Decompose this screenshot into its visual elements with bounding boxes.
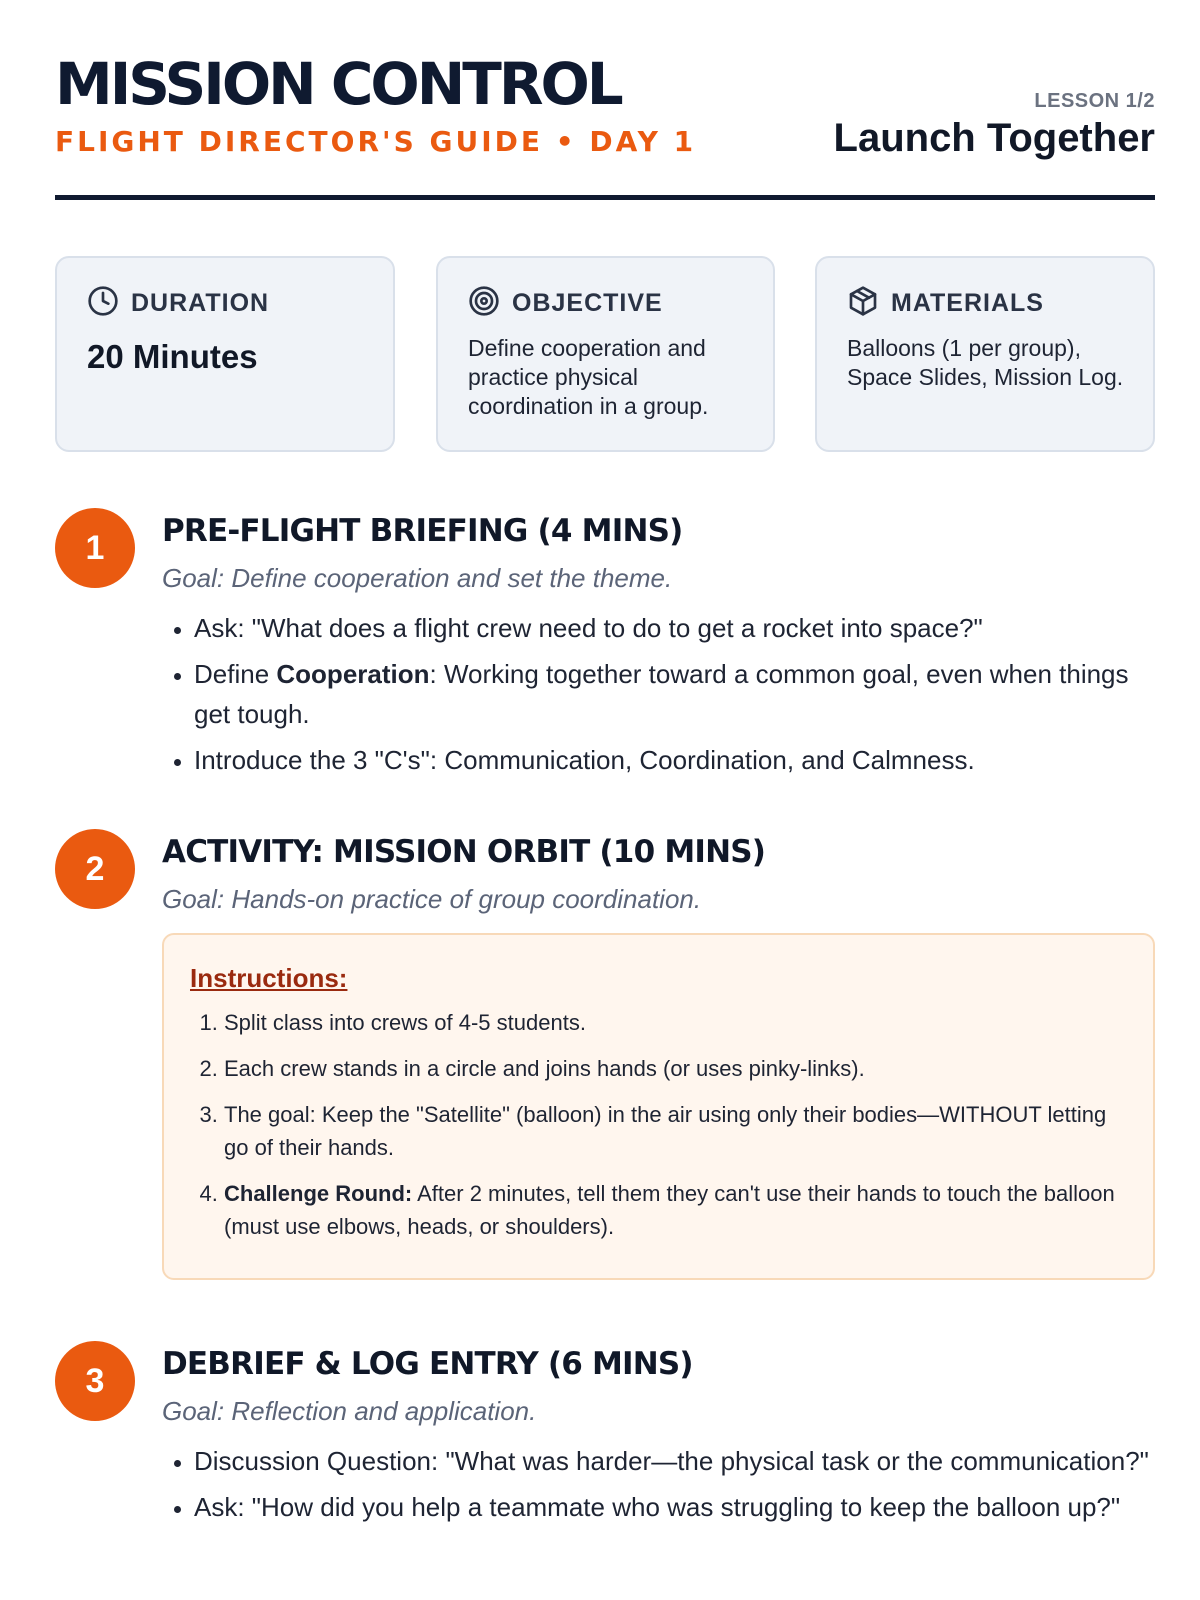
step-number-badge: 2	[55, 829, 135, 909]
section-title: ACTIVITY: MISSION ORBIT (10 MINS)	[162, 834, 766, 870]
list-item: • Ask: "How did you help a teammate who was struggling to keep the balloon up?"	[194, 1487, 1155, 1527]
section-title: PRE-FLIGHT BRIEFING (4 MINS)	[162, 513, 683, 549]
page-header	[55, 0, 1155, 200]
section-goal: Goal: Hands-on practice of group coordination.	[162, 884, 702, 914]
challenge-round-label: Challenge Round:	[224, 1181, 413, 1206]
duration-label: DURATION	[131, 288, 270, 317]
duration-card	[55, 256, 395, 452]
materials-card	[815, 256, 1155, 452]
objective-text: Define cooperation and practice physical coordination in a group.	[468, 335, 709, 419]
cooperation-term: Cooperation	[276, 659, 430, 689]
list-item	[194, 654, 1155, 734]
info-cards	[55, 256, 1155, 452]
list-item	[224, 1177, 1127, 1243]
lesson-number: LESSON 1/2	[1034, 90, 1155, 112]
section-title: DEBRIEF & LOG ENTRY (6 MINS)	[162, 1346, 693, 1382]
package-icon	[847, 285, 879, 322]
list-item: 3. The goal: Keep the "Satellite" (balloon) in the air using only their bodies—WITHOUT letting go of their hands.	[224, 1098, 1127, 1164]
bullet-list	[162, 608, 1155, 780]
list-item-text: : Working together toward a common goal, even when things get tough.	[194, 659, 1129, 729]
list-item: • Discussion Question: "What was harder—the physical task or the communication?"	[194, 1441, 1155, 1481]
section-goal: Goal: Define cooperation and set the theme.	[162, 563, 673, 593]
section-goal: Goal: Reflection and application.	[162, 1396, 537, 1426]
instructions-box	[162, 933, 1155, 1280]
objective-label: OBJECTIVE	[512, 288, 663, 317]
bullet-list	[162, 1441, 1155, 1527]
step-number-badge: 3	[55, 1341, 135, 1421]
list-item-text: Define	[194, 659, 277, 689]
materials-text: Balloons (1 per group), Space Slides, Mission Log.	[847, 335, 1124, 390]
page-subtitle: FLIGHT DIRECTOR'S GUIDE • DAY 1	[55, 125, 697, 158]
page-title: MISSION CONTROL	[55, 50, 621, 118]
target-icon	[468, 285, 500, 322]
duration-value: 20 Minutes	[87, 338, 258, 375]
list-item: • Ask: "What does a flight crew need to do to get a rocket into space?"	[194, 608, 1155, 648]
lesson-title: Launch Together	[833, 116, 1155, 160]
list-item: 2. Each crew stands in a circle and joins hands (or uses pinky-links).	[224, 1052, 1127, 1085]
list-item-text: After 2 minutes, tell them they can't use their hands to touch the balloon (must use elbows, heads, or shoulders).	[224, 1181, 1115, 1239]
step-number-badge: 1	[55, 508, 135, 588]
clock-icon	[87, 285, 119, 322]
lesson-page	[55, 0, 1155, 1522]
objective-card	[436, 256, 775, 452]
instructions-title: Instructions:	[190, 963, 348, 993]
list-item: 1. Split class into crews of 4-5 students.	[224, 1006, 1127, 1039]
list-item: • Introduce the 3 "C's": Communication, Coordination, and Calmness.	[194, 740, 1155, 780]
instructions-list	[190, 1006, 1127, 1243]
materials-label: MATERIALS	[891, 288, 1044, 317]
